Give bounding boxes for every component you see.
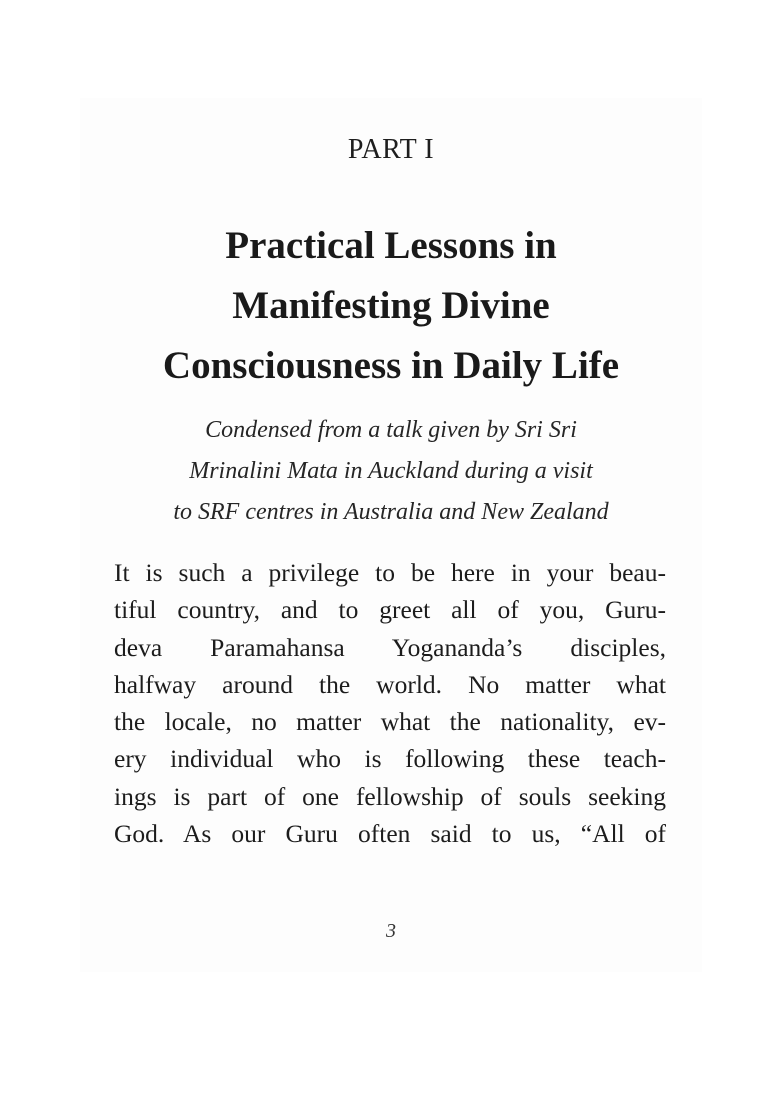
subtitle-line: Condensed from a talk given by Sri Sri [205, 417, 577, 443]
page-number: 3 [386, 920, 396, 942]
body-line: ings is part of one fellowship of souls seeking [114, 781, 666, 811]
body-line: the locale, no matter what the nationality, ev- [114, 707, 666, 737]
subtitle-line: Mrinalini Mata in Auckland during a visit [189, 458, 593, 484]
body-line: It is such a privilege to be here in your beau- [114, 558, 666, 587]
chapter-title-line: Consciousness in Daily Life [162, 344, 620, 387]
chapter-subtitle [80, 410, 702, 533]
book-page [80, 98, 702, 972]
chapter-title-line: Manifesting Divine [232, 284, 550, 327]
chapter-title-line: Practical Lessons in [225, 224, 557, 267]
part-label: PART I [347, 134, 435, 165]
body-line: ery individual who is following these teach- [114, 744, 666, 774]
body-line: God. As our Guru often said to us, “All of [114, 819, 666, 849]
body-line: deva Paramahansa Yogananda’s disciples, [114, 632, 666, 662]
chapter-title [80, 216, 702, 396]
body-line: halfway around the world. No matter what [114, 669, 666, 699]
body-line: tiful country, and to greet all of you, Guru- [114, 595, 666, 625]
subtitle-line: to SRF centres in Australia and New Zealand [173, 499, 609, 525]
body-paragraph [114, 554, 666, 852]
